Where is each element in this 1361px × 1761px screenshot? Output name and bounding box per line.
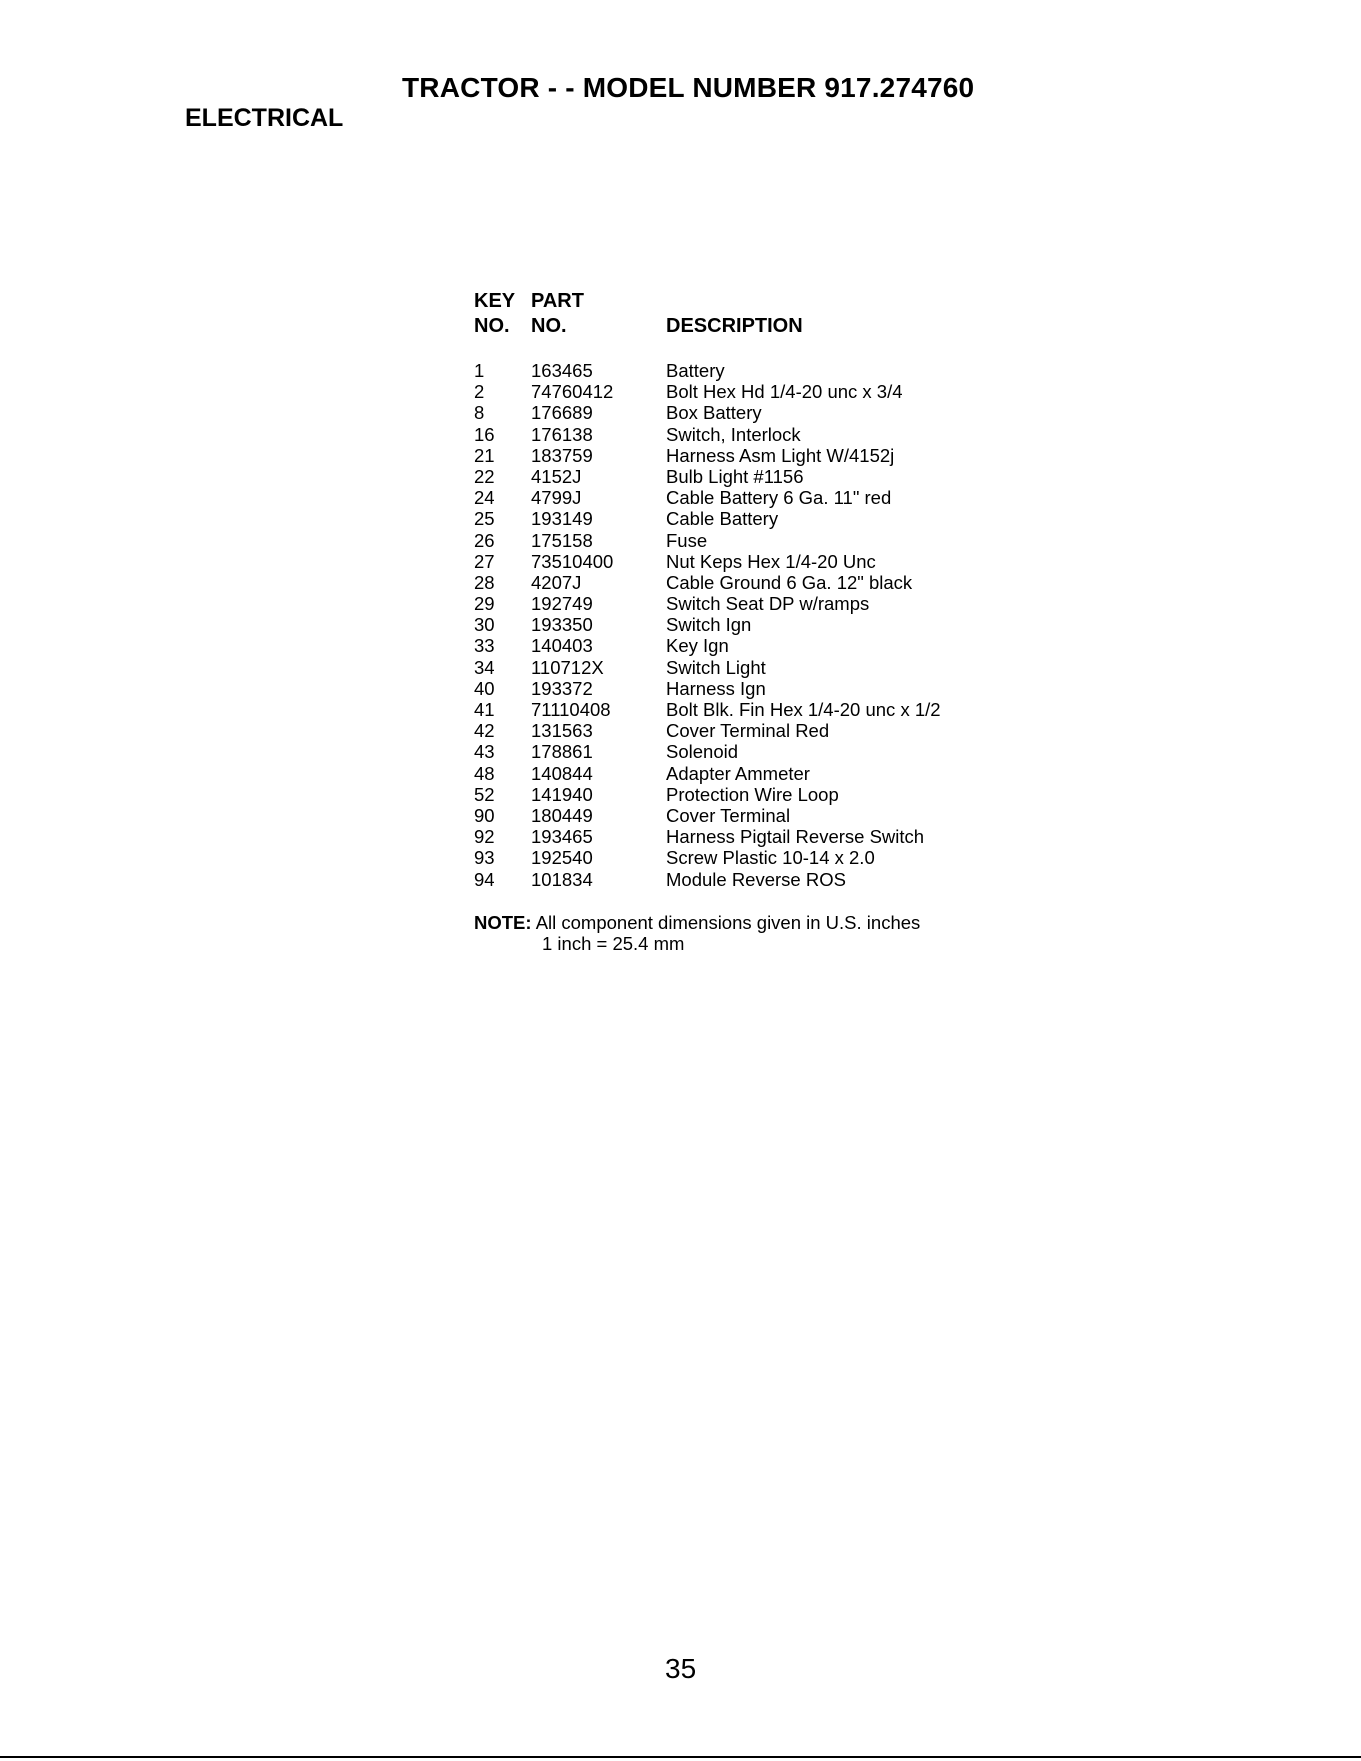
part-no-cell: 192749	[531, 593, 593, 615]
key-no-cell: 40	[474, 677, 495, 699]
description-cell: Switch Light	[666, 656, 766, 678]
part-no-cell: 193350	[531, 614, 593, 636]
description-cell: Cable Battery	[666, 508, 779, 530]
table-row	[474, 826, 1034, 847]
table-row	[474, 381, 1034, 402]
key-no-cell: 42	[474, 720, 495, 742]
part-no-cell: 183759	[531, 444, 593, 466]
key-no-cell: 22	[474, 465, 495, 487]
description-cell: Module Reverse ROS	[666, 868, 846, 890]
table-row	[474, 572, 1034, 593]
key-no-cell: 28	[474, 571, 495, 593]
header-part-bottom: NO.	[531, 315, 567, 337]
part-no-cell: 176138	[531, 423, 593, 445]
table-row	[474, 614, 1034, 635]
description-cell: Nut Keps Hex 1/4-20 Unc	[666, 550, 876, 572]
part-no-cell: 141940	[531, 783, 593, 805]
note	[474, 912, 921, 955]
part-no-cell: 73510400	[531, 550, 614, 572]
key-no-cell: 33	[474, 635, 495, 657]
table-row	[474, 784, 1034, 805]
table-row	[474, 805, 1034, 826]
table-row	[474, 593, 1034, 614]
description-cell: Bolt Blk. Fin Hex 1/4-20 unc x 1/2	[666, 699, 941, 720]
table-row	[474, 530, 1034, 551]
description-cell: Battery	[666, 360, 725, 381]
table-row	[474, 657, 1034, 678]
description-cell: Harness Pigtail Reverse Switch	[666, 826, 925, 848]
key-no-cell: 29	[474, 593, 495, 615]
header-description: DESCRIPTION	[666, 315, 803, 337]
key-no-cell: 90	[474, 804, 495, 826]
description-cell: Cover Terminal Red	[666, 720, 830, 742]
description-cell: Box Battery	[666, 402, 762, 424]
key-no-cell: 93	[474, 847, 495, 869]
table-row	[474, 508, 1034, 529]
key-no-cell: 16	[474, 423, 495, 445]
description-cell: Cable Battery 6 Ga. 11" red	[666, 487, 892, 509]
description-cell: Protection Wire Loop	[666, 783, 839, 805]
table-row	[474, 699, 1034, 720]
description-cell: Switch, Interlock	[666, 423, 801, 445]
key-no-cell: 92	[474, 826, 495, 848]
description-cell: Bolt Hex Hd 1/4-20 unc x 3/4	[666, 381, 903, 403]
part-no-cell: 101834	[531, 868, 593, 890]
table-row	[474, 763, 1034, 784]
table-row	[474, 869, 1034, 890]
header-key-bottom: NO.	[474, 315, 510, 337]
description-cell: Fuse	[666, 529, 708, 551]
key-no-cell: 27	[474, 550, 495, 572]
key-no-cell: 26	[474, 529, 495, 551]
table-row	[474, 551, 1034, 572]
part-no-cell: 193149	[531, 508, 593, 530]
part-no-cell: 175158	[531, 529, 593, 551]
part-no-cell: 176689	[531, 402, 593, 424]
description-cell: Solenoid	[666, 741, 739, 763]
part-no-cell: 140403	[531, 635, 593, 657]
key-no-cell: 21	[474, 444, 495, 466]
part-no-cell: 192540	[531, 847, 593, 869]
description-cell: Key Ign	[666, 635, 729, 657]
part-no-cell: 163465	[531, 360, 593, 381]
key-no-cell: 94	[474, 868, 495, 890]
description-cell: Harness Asm Light W/4152j	[666, 444, 895, 466]
header-part-top: PART	[531, 290, 584, 312]
parts-list	[474, 360, 1034, 890]
key-no-cell: 34	[474, 656, 495, 678]
description-cell: Screw Plastic 10-14 x 2.0	[666, 847, 875, 869]
key-no-cell: 30	[474, 614, 495, 636]
description-cell: Harness Ign	[666, 677, 766, 699]
description-cell: Bulb Light #1156	[666, 465, 804, 487]
section-heading: ELECTRICAL	[185, 104, 344, 132]
description-cell: Switch Ign	[666, 614, 752, 636]
part-no-cell: 4152J	[531, 465, 582, 487]
key-no-cell: 52	[474, 783, 495, 805]
part-no-cell: 193372	[531, 677, 593, 699]
table-row	[474, 741, 1034, 762]
part-no-cell: 4799J	[531, 487, 582, 509]
table-row	[474, 402, 1034, 423]
description-cell: Cable Ground 6 Ga. 12" black	[666, 571, 913, 593]
table-row	[474, 424, 1034, 445]
part-no-cell: 131563	[531, 720, 593, 742]
part-no-cell: 180449	[531, 804, 593, 826]
table-row	[474, 445, 1034, 466]
note-line-2: 1 inch = 25.4 mm	[542, 933, 685, 955]
table-row	[474, 847, 1034, 868]
page-title: TRACTOR - - MODEL NUMBER 917.274760	[402, 72, 975, 103]
key-no-cell: 43	[474, 741, 495, 763]
table-row	[474, 487, 1034, 508]
description-cell: Switch Seat DP w/ramps	[666, 593, 870, 615]
page-number: 35	[665, 1653, 697, 1684]
table-row	[474, 360, 1034, 381]
key-no-cell: 1	[474, 360, 485, 381]
part-no-cell: 193465	[531, 826, 593, 848]
table-row	[474, 635, 1034, 656]
note-label: NOTE:	[474, 912, 532, 933]
part-no-cell: 74760412	[531, 381, 614, 403]
bottom-rule	[0, 1756, 1361, 1758]
key-no-cell: 48	[474, 762, 495, 784]
part-no-cell: 178861	[531, 741, 593, 763]
table-row	[474, 678, 1034, 699]
description-cell: Cover Terminal	[666, 804, 791, 826]
part-no-cell: 4207J	[531, 571, 582, 593]
table-row	[474, 720, 1034, 741]
header-key-top: KEY	[474, 290, 516, 312]
table-row	[474, 466, 1034, 487]
part-no-cell: 71110408	[531, 699, 611, 720]
key-no-cell: 24	[474, 487, 495, 509]
note-line-1: All component dimensions given in U.S. inches	[535, 912, 921, 933]
key-no-cell: 25	[474, 508, 495, 530]
key-no-cell: 41	[474, 699, 495, 720]
part-no-cell: 140844	[531, 762, 593, 784]
part-no-cell: 110712X	[531, 656, 604, 678]
key-no-cell: 2	[474, 381, 485, 403]
key-no-cell: 8	[474, 402, 485, 424]
description-cell: Adapter Ammeter	[666, 762, 810, 784]
